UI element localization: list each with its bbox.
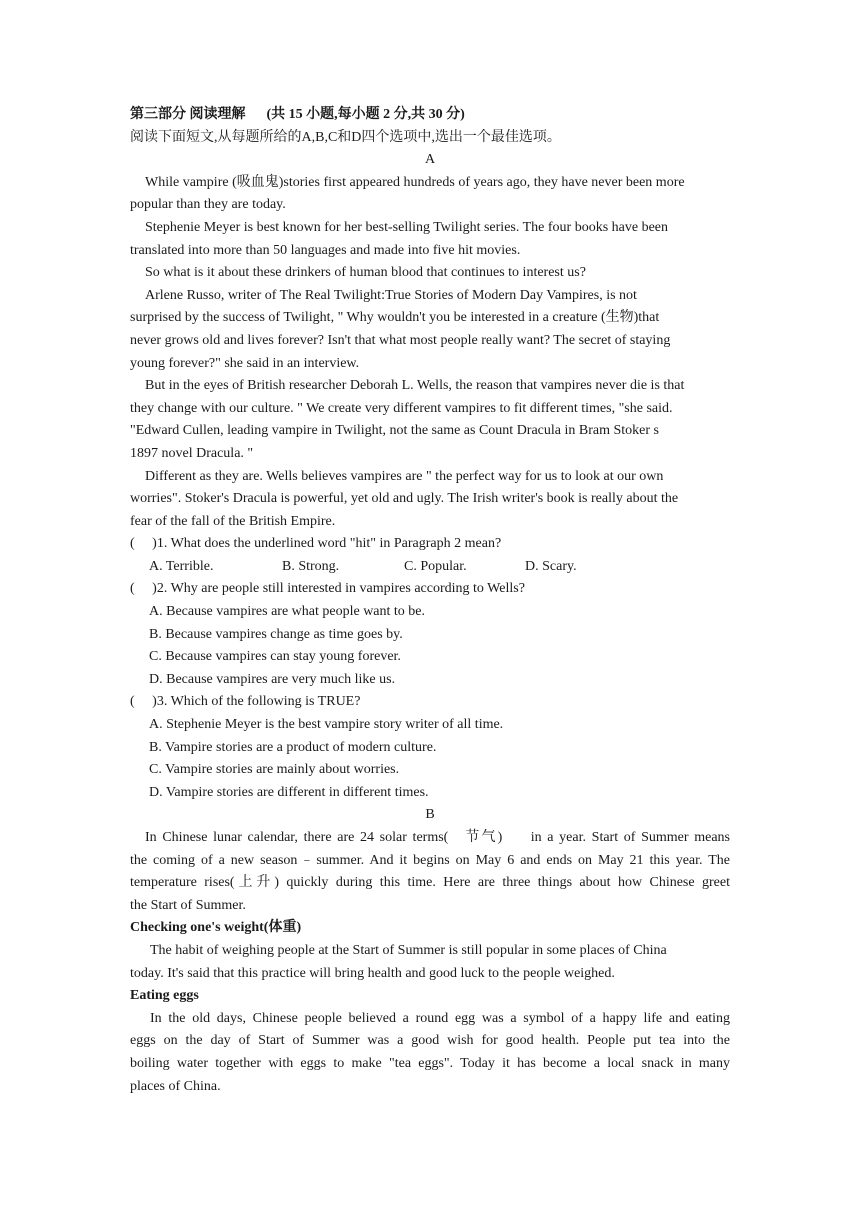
passage-a-line: So what is it about these drinkers of human blood that continues to interest us? [145, 265, 586, 281]
passage-a-label: A [424, 152, 436, 168]
passage-a-line: While vampire (吸血鬼)stories first appeared hundreds of years ago, they have never been more [145, 174, 685, 190]
section-heading [130, 104, 730, 127]
option-b[interactable]: B. Because vampires change as time goes by. [149, 626, 403, 642]
question-1 [130, 533, 730, 578]
section-heading-score: (共 15 小题,每小题 2 分,共 30 分) [266, 107, 465, 122]
option-a[interactable]: A. Terrible. [149, 558, 214, 574]
passage-a-line: But in the eyes of British researcher Deborah L. Wells, the reason that vampires never die is that [145, 378, 685, 394]
passage-b-label: B [425, 807, 435, 823]
question-3 [130, 691, 730, 804]
passage-b-line: In Chinese lunar calendar, there are 24 solar terms( 节气) in a year. Start of Summer means [145, 830, 730, 845]
passage-a [130, 172, 730, 534]
option-a[interactable]: A. Stephenie Meyer is the best vampire story writer of all time. [149, 717, 504, 733]
passage-b-line: boiling water together with eggs to make "tea eggs". Today it has become a local snack in many [130, 1055, 730, 1071]
option-c[interactable]: C. Vampire stories are mainly about worries. [149, 762, 400, 778]
question-stem: ( )2. Why are people still interested in vampires according to Wells? [130, 581, 525, 597]
passage-a-line: Stephenie Meyer is best known for her best-selling Twilight series. The four books have been [145, 219, 668, 235]
passage-a-line: they change with our culture. " We create very different vampires to fit different times, "she said. [130, 400, 673, 416]
passage-b [130, 827, 730, 1098]
section-instruction: 阅读下面短文,从每题所给的A,B,C和D四个选项中,选出一个最佳选项。 [130, 129, 561, 145]
passage-a-line: young forever?" she said in an interview. [130, 355, 360, 371]
option-d[interactable]: D. Scary. [525, 558, 577, 574]
passage-b-line: the Start of Summer. [130, 897, 246, 913]
section-title: Eating eggs [130, 988, 199, 1004]
passage-a-line: worries". Stoker's Dracula is powerful, yet old and ugly. The Irish writer's book is really about the [130, 491, 679, 507]
question-stem: ( )3. Which of the following is TRUE? [130, 694, 361, 710]
option-d[interactable]: D. Because vampires are very much like us. [149, 671, 396, 687]
option-c[interactable]: C. Because vampires can stay young forever. [149, 649, 401, 665]
question-stem: ( )1. What does the underlined word "hit" in Paragraph 2 mean? [130, 536, 502, 552]
passage-b-line: temperature rises(上升) quickly during this time. Here are three things about how Chinese greet [130, 875, 730, 891]
passage-a-line: Arlene Russo, writer of The Real Twilight:True Stories of Modern Day Vampires, is not [145, 287, 637, 303]
passage-b-line: The habit of weighing people at the Start of Summer is still popular in some places of China [150, 942, 667, 958]
passage-b-line: places of China. [130, 1078, 221, 1094]
exam-page [130, 104, 730, 1098]
passage-a-line: 1897 novel Dracula. " [130, 445, 254, 461]
passage-a-line: "Edward Cullen, leading vampire in Twilight, not the same as Count Dracula in Bram Stoker s [130, 423, 659, 439]
question-options [130, 556, 730, 579]
section-heading-cn: 第三部分 阅读理解 [130, 107, 246, 122]
option-b[interactable]: B. Strong. [282, 558, 340, 574]
passage-a-line: translated into more than 50 languages and made into five hit movies. [130, 242, 521, 258]
passage-b-line: eggs on the day of Start of Summer was a good wish for good health. People put tea into the [130, 1033, 730, 1049]
passage-a-line: surprised by the success of Twilight, " Why wouldn't you be interested in a creature (生物)that [130, 310, 660, 326]
section-title: Checking one's weight(体重) [130, 920, 302, 936]
passage-b-line: today. It's said that this practice will bring health and good luck to the people weighed. [130, 965, 615, 981]
passage-a-line: fear of the fall of the British Empire. [130, 513, 336, 529]
passage-a-line: Different as they are. Wells believes vampires are " the perfect way for us to look at our own [145, 468, 664, 484]
passage-b-line: the coming of a new season﹣summer. And it begins on May 6 and ends on May 21 this year. The [130, 852, 730, 868]
passage-a-line: popular than they are today. [130, 197, 286, 213]
passage-a-line: never grows old and lives forever? Isn't that what most people really want? The secret of staying [130, 332, 671, 348]
question-2 [130, 578, 730, 691]
option-a[interactable]: A. Because vampires are what people want to be. [149, 604, 426, 620]
passage-b-line: In the old days, Chinese people believed a round egg was a symbol of a happy life and eating [150, 1010, 730, 1026]
option-d[interactable]: D. Vampire stories are different in different times. [149, 784, 429, 800]
option-b[interactable]: B. Vampire stories are a product of modern culture. [149, 739, 437, 755]
option-c[interactable]: C. Popular. [404, 558, 467, 574]
